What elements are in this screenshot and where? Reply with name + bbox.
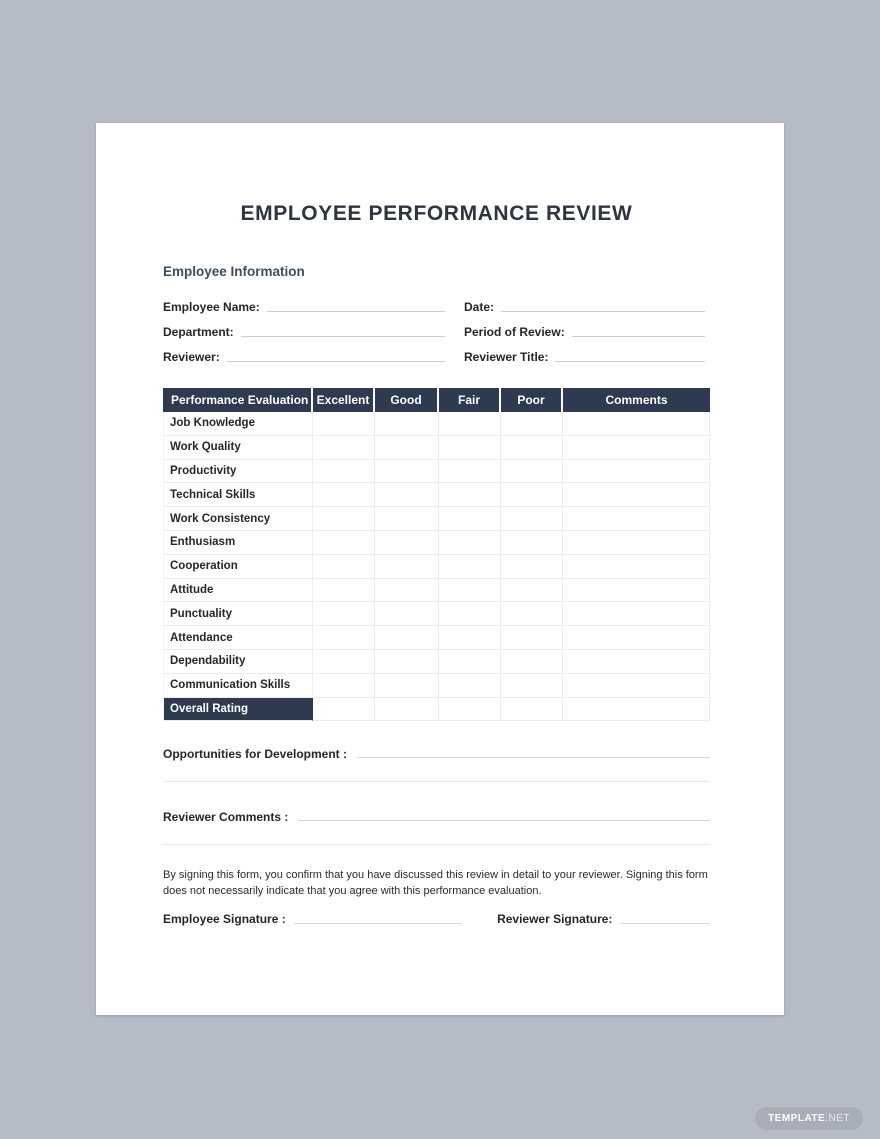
table-row (163, 626, 710, 650)
opportunities-input-line[interactable] (357, 746, 710, 758)
form-field (163, 341, 445, 366)
comments-cell[interactable] (563, 626, 710, 650)
field-label: Employee Name: (163, 300, 260, 314)
rating-cell[interactable] (375, 460, 439, 484)
page-title: EMPLOYEE PERFORMANCE REVIEW (240, 202, 633, 225)
rating-cell[interactable] (375, 579, 439, 603)
table-row (163, 674, 710, 698)
criterion-label: Communication Skills (163, 674, 313, 698)
rating-cell[interactable] (501, 698, 563, 722)
rating-cell[interactable] (313, 555, 375, 579)
header-poor: Poor (501, 388, 563, 412)
evaluation-table (163, 388, 710, 721)
comments-cell[interactable] (563, 555, 710, 579)
criterion-label: Work Quality (163, 436, 313, 460)
rating-cell[interactable] (375, 436, 439, 460)
watermark-suffix: .NET (825, 1113, 850, 1124)
rating-cell[interactable] (375, 412, 439, 436)
rating-cell[interactable] (439, 412, 501, 436)
opportunities-extra-line[interactable] (163, 781, 710, 782)
rating-cell[interactable] (313, 412, 375, 436)
criterion-label: Job Knowledge (163, 412, 313, 436)
rating-cell[interactable] (501, 579, 563, 603)
table-header-row (163, 388, 710, 412)
rating-cell[interactable] (501, 674, 563, 698)
comments-cell[interactable] (563, 602, 710, 626)
rating-cell[interactable] (313, 436, 375, 460)
rating-cell[interactable] (439, 674, 501, 698)
rating-cell[interactable] (313, 626, 375, 650)
employee-signature-label: Employee Signature : (163, 912, 286, 926)
header-fair: Fair (439, 388, 501, 412)
rating-cell[interactable] (501, 483, 563, 507)
overall-rating-row (163, 698, 710, 722)
rating-cell[interactable] (375, 507, 439, 531)
table-row (163, 436, 710, 460)
criterion-label: Work Consistency (163, 507, 313, 531)
table-row (163, 483, 710, 507)
rating-cell[interactable] (313, 650, 375, 674)
rating-cell[interactable] (501, 602, 563, 626)
comments-cell[interactable] (563, 698, 710, 722)
rating-cell[interactable] (313, 531, 375, 555)
table-row (163, 555, 710, 579)
rating-cell[interactable] (439, 650, 501, 674)
rating-cell[interactable] (313, 483, 375, 507)
signature-row (163, 912, 710, 926)
reviewer-comments-label: Reviewer Comments : (163, 810, 289, 824)
reviewer-signature-field (497, 912, 710, 926)
rating-cell[interactable] (439, 602, 501, 626)
criterion-label: Cooperation (163, 555, 313, 579)
form-field (464, 291, 705, 316)
rating-cell[interactable] (313, 674, 375, 698)
page-content (163, 123, 710, 1015)
criterion-label: Dependability (163, 650, 313, 674)
field-label: Period of Review: (464, 325, 565, 339)
rating-cell[interactable] (501, 412, 563, 436)
rating-cell[interactable] (439, 483, 501, 507)
criterion-label: Punctuality (163, 602, 313, 626)
employee-signature-line[interactable] (294, 912, 462, 924)
table-row (163, 602, 710, 626)
header-excellent: Excellent (313, 388, 375, 412)
rating-cell[interactable] (439, 555, 501, 579)
template-net-badge[interactable] (755, 1107, 863, 1130)
comments-cell[interactable] (563, 650, 710, 674)
table-row (163, 531, 710, 555)
rating-cell[interactable] (439, 626, 501, 650)
employee-info-fields (163, 291, 705, 366)
rating-cell[interactable] (439, 507, 501, 531)
comments-cell[interactable] (563, 483, 710, 507)
rating-cell[interactable] (313, 602, 375, 626)
criterion-label: Attitude (163, 579, 313, 603)
form-field (464, 341, 705, 366)
field-input-line[interactable] (267, 298, 445, 312)
field-label: Reviewer Title: (464, 350, 549, 364)
rating-cell[interactable] (439, 698, 501, 722)
rating-cell[interactable] (313, 507, 375, 531)
comments-cell[interactable] (563, 412, 710, 436)
field-input-line[interactable] (501, 298, 705, 312)
opportunities-field (163, 746, 710, 761)
rating-cell[interactable] (313, 579, 375, 603)
rating-cell[interactable] (501, 650, 563, 674)
criterion-label: Attendance (163, 626, 313, 650)
table-row (163, 412, 710, 436)
header-performance-evaluation: Performance Evaluation (163, 388, 313, 412)
watermark-brand: TEMPLATE (768, 1113, 826, 1124)
header-good: Good (375, 388, 439, 412)
rating-cell[interactable] (501, 626, 563, 650)
reviewer-comments-field (163, 809, 710, 824)
rating-cell[interactable] (439, 579, 501, 603)
field-input-line[interactable] (227, 348, 445, 362)
overall-rating-label: Overall Rating (163, 698, 313, 722)
rating-cell[interactable] (375, 650, 439, 674)
rating-cell[interactable] (375, 531, 439, 555)
field-label: Department: (163, 325, 234, 339)
rating-cell[interactable] (439, 531, 501, 555)
rating-cell[interactable] (501, 460, 563, 484)
opportunities-label: Opportunities for Development : (163, 747, 348, 761)
header-comments: Comments (563, 388, 710, 412)
reviewer-signature-line[interactable] (620, 912, 710, 924)
rating-cell[interactable] (375, 555, 439, 579)
reviewer-comments-input-line[interactable] (298, 809, 710, 821)
table-row (163, 460, 710, 484)
rating-cell[interactable] (313, 698, 375, 722)
signature-disclaimer: By signing this form, you confirm that you have discussed this review in detail to your reviewer. Signing this form does not necessarily indicate that you agree with this performance evaluation. (163, 869, 708, 897)
comments-cell[interactable] (563, 460, 710, 484)
criterion-label: Productivity (163, 460, 313, 484)
document-page (96, 123, 784, 1015)
rating-cell[interactable] (501, 555, 563, 579)
form-field (464, 316, 705, 341)
evaluation-table-body (163, 412, 710, 698)
rating-cell[interactable] (439, 436, 501, 460)
form-field (163, 291, 445, 316)
rating-cell[interactable] (439, 460, 501, 484)
rating-cell[interactable] (375, 626, 439, 650)
comments-cell[interactable] (563, 507, 710, 531)
rating-cell[interactable] (501, 507, 563, 531)
field-label: Reviewer: (163, 350, 220, 364)
rating-cell[interactable] (375, 674, 439, 698)
table-row (163, 650, 710, 674)
table-row (163, 507, 710, 531)
rating-cell[interactable] (501, 436, 563, 460)
comments-cell[interactable] (563, 436, 710, 460)
table-row (163, 579, 710, 603)
criterion-label: Technical Skills (163, 483, 313, 507)
criterion-label: Enthusiasm (163, 531, 313, 555)
field-input-line[interactable] (241, 323, 445, 337)
form-field (163, 316, 445, 341)
rating-cell[interactable] (375, 483, 439, 507)
rating-cell[interactable] (313, 460, 375, 484)
comments-cell[interactable] (563, 531, 710, 555)
reviewer-comments-extra-line[interactable] (163, 844, 710, 845)
employee-signature-field (163, 912, 462, 926)
comments-cell[interactable] (563, 674, 710, 698)
field-label: Date: (464, 300, 495, 314)
rating-cell[interactable] (375, 602, 439, 626)
field-input-line[interactable] (572, 323, 705, 337)
rating-cell[interactable] (375, 698, 439, 722)
comments-cell[interactable] (563, 579, 710, 603)
rating-cell[interactable] (501, 531, 563, 555)
employee-info-heading: Employee Information (163, 264, 305, 279)
field-input-line[interactable] (555, 348, 705, 362)
reviewer-signature-label: Reviewer Signature: (497, 912, 613, 926)
